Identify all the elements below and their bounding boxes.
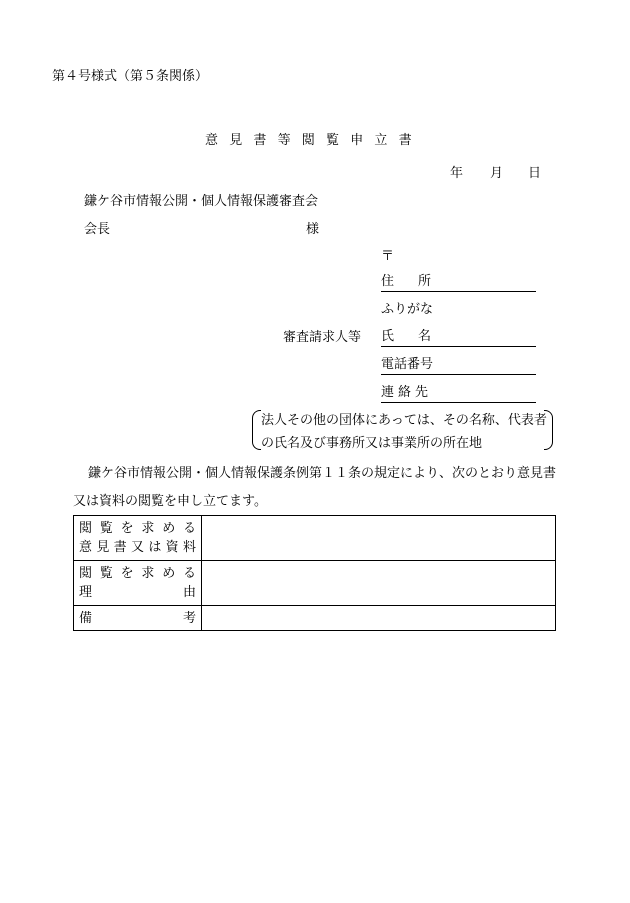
contact-label: 連絡先 bbox=[381, 385, 433, 400]
requested-documents-label-line-2: 意見書又は資料 bbox=[79, 540, 196, 555]
addressee-chair: 会長 bbox=[84, 222, 111, 237]
form-number: 第４号様式（第５条関係） bbox=[52, 69, 209, 84]
date-day-label: 日 bbox=[528, 166, 542, 181]
requested-documents-label bbox=[74, 516, 202, 561]
requested-documents-input[interactable] bbox=[202, 516, 556, 561]
table-row bbox=[74, 516, 556, 561]
remarks-label bbox=[74, 606, 202, 631]
reason-label-line-1: 閲覧を求める bbox=[79, 566, 196, 581]
contact-field[interactable] bbox=[381, 386, 536, 403]
address-field[interactable] bbox=[381, 275, 536, 292]
table-row bbox=[74, 561, 556, 606]
note-bracket-left bbox=[252, 410, 261, 450]
body-text-line-1: 鎌ケ谷市情報公開・個人情報保護条例第１１条の規定により、次のとおり意見書 bbox=[88, 466, 557, 481]
remarks-input[interactable] bbox=[202, 606, 556, 631]
corporate-note-line-1: 法人その他の団体にあっては、その名称、代表者 bbox=[261, 413, 547, 428]
date-month-label: 月 bbox=[490, 166, 504, 181]
phone-label: 電話番号 bbox=[381, 357, 434, 372]
reason-input[interactable] bbox=[202, 561, 556, 606]
page-title: 意見書等閲覧申立書 bbox=[205, 133, 423, 148]
table-row bbox=[74, 606, 556, 631]
name-label: 氏名 bbox=[381, 329, 456, 344]
requested-documents-label-line-1: 閲覧を求める bbox=[79, 521, 196, 536]
body-text-line-2: 又は資料の閲覧を申し立てます。 bbox=[73, 494, 267, 509]
addressee-honorific: 様 bbox=[306, 222, 320, 237]
request-table bbox=[73, 515, 556, 631]
furigana-label: ふりがな bbox=[381, 302, 434, 317]
furigana-field[interactable] bbox=[381, 303, 536, 319]
name-field[interactable] bbox=[381, 330, 536, 347]
addressee-organization: 鎌ケ谷市情報公開・個人情報保護審査会 bbox=[84, 194, 319, 209]
reason-label-line-2: 理由 bbox=[79, 585, 196, 600]
phone-field[interactable] bbox=[381, 358, 536, 375]
address-label: 住所 bbox=[381, 274, 456, 289]
remarks-label-line-1: 備考 bbox=[79, 610, 196, 626]
reason-label bbox=[74, 561, 202, 606]
postal-mark: 〒 bbox=[381, 249, 395, 264]
applicant-label: 審査請求人等 bbox=[283, 330, 362, 345]
date-year-label: 年 bbox=[450, 166, 464, 181]
corporate-note-line-2: の氏名及び事務所又は事業所の所在地 bbox=[261, 436, 483, 451]
